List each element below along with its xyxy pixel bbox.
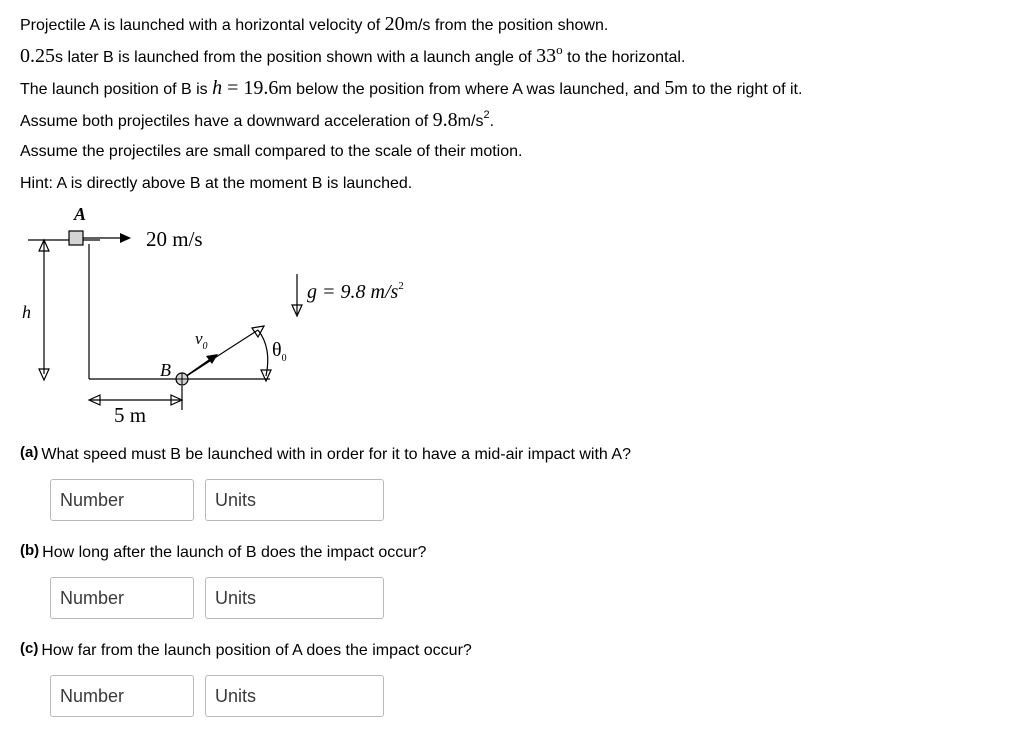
answer-a-units-input[interactable]	[205, 479, 384, 521]
v0-label	[195, 329, 208, 352]
question-text: How long after the launch of B does the impact occur?	[42, 544, 427, 561]
problem-line-6-hint: Hint: A is directly above B at the moment B is launched.	[20, 175, 413, 192]
label-b: B	[160, 360, 171, 380]
accel-value: 9.8	[432, 109, 458, 131]
text: to the horizontal.	[562, 49, 686, 66]
height-unit: m	[278, 81, 292, 98]
height-value: 19.6	[243, 77, 279, 99]
question-text: What speed must B be launched with in order for it to have a mid-air impact with A?	[41, 446, 631, 463]
answer-c-number-input[interactable]	[50, 675, 194, 717]
answer-a-number-input[interactable]	[50, 479, 194, 521]
text: Assume both projectiles have a downward acceleration of	[20, 113, 433, 130]
answer-b-number-input[interactable]	[50, 577, 194, 619]
theta-subscript: 0	[281, 353, 287, 364]
v-letter: v	[195, 329, 203, 348]
text: The launch position of B is	[20, 81, 213, 98]
projectile-diagram	[14, 198, 454, 430]
problem-line-4	[20, 110, 494, 132]
delay-value: 0.25	[20, 45, 55, 67]
text: below the position from where A was launched, and	[291, 81, 665, 98]
angle-value: 33	[536, 45, 557, 67]
problem-line-2	[20, 42, 686, 68]
projectile-a-square	[69, 231, 83, 245]
v-subscript: 0	[202, 341, 208, 352]
text: from the position shown.	[430, 17, 609, 34]
velocity-unit: m/s	[404, 17, 431, 34]
problem-line-5: Assume the projectiles are small compared to the scale of their motion.	[20, 143, 523, 160]
question-text: How far from the launch position of A does the impact occur?	[41, 642, 472, 659]
equals: =	[222, 77, 244, 99]
gravity-label	[307, 280, 404, 303]
question-letter: (a)	[20, 444, 39, 461]
height-var: h	[212, 77, 223, 99]
problem-line-1	[20, 14, 608, 36]
theta-letter: θ	[272, 339, 282, 361]
question-letter: (b)	[20, 542, 40, 559]
distance-unit: m	[674, 81, 688, 98]
velocity-arrow-icon	[120, 233, 131, 243]
text: Projectile A is launched with a horizontal velocity of	[20, 17, 385, 34]
question-b	[20, 542, 426, 562]
velocity-label: 20 m/s	[146, 227, 203, 251]
accel-unit: m/s	[457, 113, 484, 130]
answer-b-units-input[interactable]	[205, 577, 384, 619]
distance-label: 5 m	[114, 403, 147, 427]
problem-line-3	[20, 78, 802, 100]
h-label: h	[22, 302, 31, 322]
angle-arc	[258, 330, 268, 376]
distance-value: 5	[664, 77, 675, 99]
degree-sign: o	[556, 42, 563, 57]
gravity-text: g = 9.8 m/s	[307, 281, 399, 303]
question-letter: (c)	[20, 640, 39, 657]
answer-c-units-input[interactable]	[205, 675, 384, 717]
text: to the right of it.	[687, 81, 803, 98]
accel-exponent: 2	[483, 109, 490, 121]
question-a	[20, 444, 631, 464]
text: .	[489, 113, 495, 130]
gravity-exponent: 2	[398, 280, 404, 292]
delay-unit: s	[55, 49, 63, 66]
question-c	[20, 640, 472, 660]
label-a: A	[74, 204, 87, 224]
theta-label	[272, 339, 287, 364]
text: later B is launched from the position shown with a launch angle of	[63, 49, 537, 66]
velocity-value: 20	[384, 13, 405, 35]
